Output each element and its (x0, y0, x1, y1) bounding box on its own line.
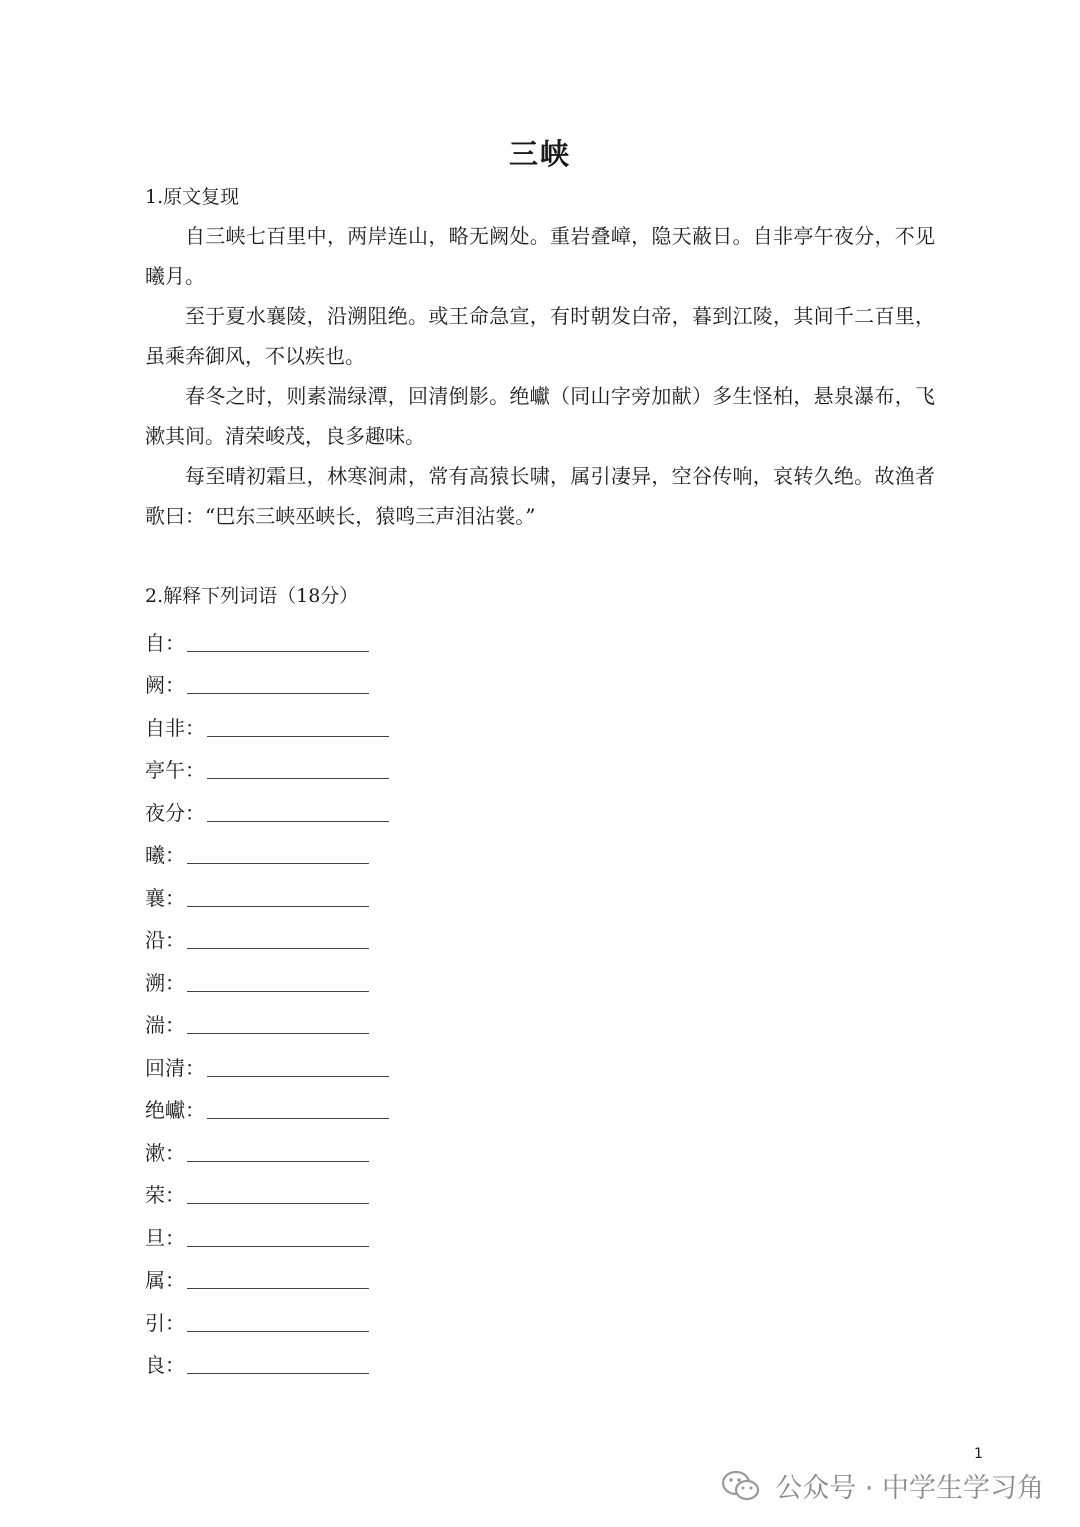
vocab-item (145, 875, 389, 918)
passage-paragraph-4: 每至晴初霜旦，林寒涧肃，常有高猿长啸，属引凄异，空谷传响，哀转久绝。故渔者歌曰：“巴东三峡巫峡长，猿鸣三声泪沾裳。” (145, 464, 935, 528)
vocab-term: 夜分： (145, 800, 205, 825)
section-2-heading: 2.解释下列词语（18分） (145, 585, 359, 607)
vocab-term: 旦： (145, 1225, 185, 1250)
vocab-term: 自： (145, 630, 185, 655)
vocab-term: 属： (145, 1268, 185, 1293)
vocab-item (145, 1215, 389, 1258)
answer-blank[interactable] (187, 673, 369, 694)
vocab-item (145, 1343, 389, 1386)
vocab-item (145, 1088, 389, 1131)
page-title: 三峡 (508, 137, 571, 171)
vocab-term: 溯： (145, 970, 185, 995)
passage-paragraph-1: 自三峡七百里中，两岸连山，略无阙处。重岩叠嶂，隐天蔽日。自非亭午夜分，不见曦月。 (145, 224, 935, 288)
answer-blank[interactable] (187, 1141, 369, 1162)
answer-blank[interactable] (207, 1098, 389, 1119)
vocab-term: 曦： (145, 843, 185, 868)
page-number: 1 (974, 1446, 983, 1462)
vocab-item (145, 1173, 389, 1216)
vocab-item (145, 1258, 389, 1301)
answer-blank[interactable] (187, 631, 369, 652)
passage-text (145, 216, 935, 536)
vocab-item (145, 1130, 389, 1173)
answer-blank[interactable] (207, 801, 389, 822)
passage-paragraph-3: 春冬之时，则素湍绿潭，回清倒影。绝巘（同山字旁加献）多生怪柏，悬泉瀑布，飞漱其间。清荣峻茂，良多趣味。 (145, 384, 935, 448)
answer-blank[interactable] (187, 1268, 369, 1289)
wechat-icon (721, 1469, 761, 1503)
vocab-term: 亭午： (145, 758, 205, 783)
section-1-heading: 1.原文复现 (145, 186, 240, 208)
answer-blank[interactable] (187, 928, 369, 949)
answer-blank[interactable] (187, 843, 369, 864)
vocab-item (145, 960, 389, 1003)
vocab-item (145, 705, 389, 748)
vocab-term: 襄： (145, 885, 185, 910)
vocab-item (145, 918, 389, 961)
vocab-term: 阙： (145, 673, 185, 698)
vocab-term: 漱： (145, 1140, 185, 1165)
watermark (721, 1466, 1044, 1505)
vocab-item (145, 748, 389, 791)
watermark-text: 公众号 · 中学生学习角 (775, 1473, 1044, 1504)
vocab-term: 荣： (145, 1183, 185, 1208)
vocab-item (145, 1045, 389, 1088)
answer-blank[interactable] (207, 758, 389, 779)
answer-blank[interactable] (187, 1013, 369, 1034)
answer-blank[interactable] (187, 1353, 369, 1374)
answer-blank[interactable] (187, 1311, 369, 1332)
vocab-term: 沿： (145, 928, 185, 953)
vocab-item (145, 663, 389, 706)
vocab-term: 回清： (145, 1055, 205, 1080)
vocab-term: 湍： (145, 1013, 185, 1038)
answer-blank[interactable] (207, 1056, 389, 1077)
vocab-item (145, 833, 389, 876)
answer-blank[interactable] (187, 971, 369, 992)
passage-paragraph-2: 至于夏水襄陵，沿溯阻绝。或王命急宣，有时朝发白帝，暮到江陵，其间千二百里，虽乘奔御风，不以疾也。 (145, 304, 935, 368)
vocab-item (145, 790, 389, 833)
answer-blank[interactable] (187, 1183, 369, 1204)
vocab-item (145, 1300, 389, 1343)
vocab-term: 良： (145, 1353, 185, 1378)
vocab-item (145, 1003, 389, 1046)
answer-blank[interactable] (187, 1226, 369, 1247)
answer-blank[interactable] (207, 716, 389, 737)
vocab-term: 自非： (145, 715, 205, 740)
vocabulary-list (145, 620, 389, 1385)
vocab-term: 绝巘： (145, 1098, 205, 1123)
answer-blank[interactable] (187, 886, 369, 907)
vocab-item (145, 620, 389, 663)
vocab-term: 引： (145, 1310, 185, 1335)
